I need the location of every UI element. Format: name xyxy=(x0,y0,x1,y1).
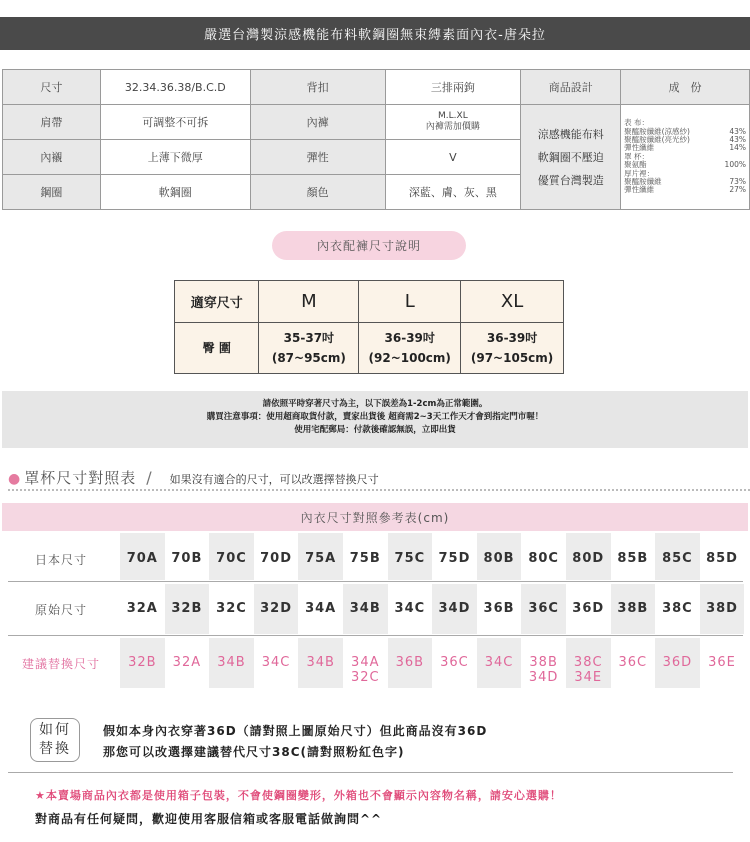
notice-line: 請依照平時穿著尺寸為主，以下誤差為1-2cm為正常範圍。 xyxy=(262,399,488,409)
jp-size-cell xyxy=(209,533,254,580)
jp-size-cell-value: 80C xyxy=(528,551,559,566)
comp-name: 聚氨酯 xyxy=(624,160,647,170)
spec-label: 尺寸 xyxy=(3,70,101,105)
alt-size-cell-value: 34C xyxy=(484,655,514,670)
orig-size-cell-value: 38D xyxy=(706,601,738,616)
design-line: 軟鋼圈不壓迫 xyxy=(537,150,604,164)
size-header: XL xyxy=(461,281,564,323)
fit-size-label: 適穿尺寸 xyxy=(175,281,259,323)
comp-name: 厚片裡： xyxy=(624,168,655,178)
alt-size-cell xyxy=(655,638,700,688)
pants-note: 內褲需加價購 xyxy=(425,122,480,132)
orig-size-cell-value: 36C xyxy=(528,601,559,616)
spec-label: 內褲 xyxy=(250,105,385,140)
orig-size-cell xyxy=(209,584,254,634)
orig-size-row xyxy=(2,584,748,634)
spec-label: 成 份 xyxy=(621,70,750,105)
alt-size-cell xyxy=(120,638,165,688)
orig-size-cell xyxy=(165,584,210,634)
comp-name: 表 布： xyxy=(624,118,650,128)
title-separator: / xyxy=(146,468,152,487)
packaging-notice xyxy=(35,787,562,803)
alt-size-cell xyxy=(432,638,477,688)
alt-size-cell xyxy=(209,638,254,688)
notice-line: 購買注意事項：使用超商取貨付款，賣家出貨後 超商需2~3天工作天才會到指定門市喔！ xyxy=(206,412,544,422)
composition-list xyxy=(621,117,749,197)
orig-size-cell-value: 34A xyxy=(305,601,337,616)
jp-size-cell-value: 70B xyxy=(171,551,203,566)
orig-size-cell xyxy=(477,584,522,634)
comp-name: 聚醯胺纖維(涼感紗) xyxy=(624,126,690,136)
jp-size-cell-value: 80B xyxy=(483,551,515,566)
jp-size-cell xyxy=(432,533,477,580)
jp-size-cell xyxy=(611,533,656,580)
alt-size-cell xyxy=(477,638,522,688)
jp-size-cell-value: 85D xyxy=(706,551,738,566)
orig-size-cell xyxy=(700,584,745,634)
spec-label: 背扣 xyxy=(250,70,385,105)
jp-size-cell-value: 75A xyxy=(305,551,337,566)
row-label: 建議替換尺寸 xyxy=(21,657,100,671)
comp-pct: 14% xyxy=(729,143,746,153)
alt-size-cell xyxy=(165,638,210,688)
alt-size-cell-value: 36E xyxy=(708,655,736,670)
jp-size-cell xyxy=(165,533,210,580)
alt-size-cell-value: 36C xyxy=(618,655,648,670)
dotted-divider xyxy=(8,489,750,491)
alt-size-cell-value: 36D xyxy=(662,655,693,670)
explanation-line: 那您可以改選擇建議替代尺寸38C(請對照粉紅色字) xyxy=(103,745,405,759)
cup-size-header xyxy=(8,467,379,488)
spec-value: V xyxy=(385,140,521,175)
cup-size-title: 罩杯尺寸對照表 xyxy=(24,469,137,487)
hip-value xyxy=(359,323,461,374)
jp-size-cell-value: 85C xyxy=(662,551,693,566)
jp-size-cell xyxy=(343,533,388,580)
reference-table-title: 內衣尺寸對照參考表(cm) xyxy=(2,503,748,531)
orig-size-cell-value: 36D xyxy=(572,601,605,616)
contact-note: 對商品有任何疑問，歡迎使用客服信箱或客服電話做詢問^^ xyxy=(35,812,383,826)
alt-size-cell xyxy=(611,638,656,688)
comp-pct: 43% xyxy=(729,134,746,144)
jp-size-row xyxy=(2,533,748,580)
row-divider xyxy=(8,635,743,636)
jp-size-cell-value: 80D xyxy=(572,551,605,566)
size-header: M xyxy=(259,281,359,323)
purchase-notice xyxy=(2,391,748,448)
row-label: 日本尺寸 xyxy=(34,553,87,567)
notice-line: 使用宅配郵局：付款後確認無誤，立即出貨 xyxy=(294,425,456,435)
orig-size-cell-value: 34C xyxy=(394,601,426,616)
orig-size-cell xyxy=(521,584,566,634)
row-label: 原始尺寸 xyxy=(34,603,87,617)
spec-label: 彈性 xyxy=(250,140,385,175)
orig-size-cell-value: 38C xyxy=(662,601,693,616)
spec-value: 深藍、膚、灰、黑 xyxy=(385,175,521,210)
orig-size-cell xyxy=(343,584,388,634)
badge-line: 如何 xyxy=(39,722,71,738)
hip-inch: 35-37吋 xyxy=(283,331,335,345)
alt-size-cell-value: 38B xyxy=(529,655,558,670)
alt-size-cell xyxy=(343,638,388,688)
packaging-text: 本賣場商品內衣都是使用箱子包裝，不會使鋼圈變形，外箱也不會顯示內容物名稱，請安心選購！ xyxy=(45,789,562,802)
orig-size-cell-value: 32D xyxy=(260,601,293,616)
comp-name: 彈性纖維 xyxy=(624,143,655,153)
design-line: 優質台灣製造 xyxy=(537,173,604,187)
page-title: 嚴選台灣製涼感機能布料軟鋼圈無束縛素面內衣-唐朵拉 xyxy=(0,17,750,50)
alt-size-cell-value: 32B xyxy=(128,655,157,670)
composition-cell xyxy=(621,105,750,210)
alt-size-row xyxy=(2,638,748,688)
section-divider xyxy=(8,772,733,773)
alt-size-cell-value: 34A xyxy=(351,655,380,670)
jp-size-cell xyxy=(254,533,299,580)
orig-size-cell xyxy=(611,584,656,634)
badge-line: 替換 xyxy=(39,741,71,757)
spec-label: 內襯 xyxy=(3,140,101,175)
orig-cells xyxy=(120,584,744,634)
orig-size-cell-value: 38B xyxy=(617,601,649,616)
orig-size-cell xyxy=(655,584,700,634)
alt-size-cell-value: 34C xyxy=(261,655,291,670)
alt-size-cell-value: 36C xyxy=(440,655,469,670)
alt-size-cell-value: 38C xyxy=(573,655,603,670)
pants-size-pill: 內衣配褲尺寸說明 xyxy=(272,231,466,260)
orig-size-cell-value: 34D xyxy=(438,601,471,616)
jp-size-cell-value: 70A xyxy=(126,551,158,566)
bullet-dot-icon: ● xyxy=(8,471,21,487)
jp-size-cell xyxy=(477,533,522,580)
jp-size-cell-value: 75D xyxy=(438,551,471,566)
how-to-replace-badge xyxy=(30,718,80,762)
alt-size-cell-value: 36B xyxy=(395,655,425,670)
hip-value xyxy=(259,323,359,374)
alt-size-cell xyxy=(521,638,566,688)
orig-size-cell xyxy=(432,584,477,634)
hip-cm: (92~100cm) xyxy=(368,351,451,365)
jp-size-cell xyxy=(700,533,745,580)
orig-size-cell-value: 32B xyxy=(171,601,203,616)
comp-name: 罩 杯： xyxy=(624,151,650,161)
comp-pct: 27% xyxy=(729,185,746,195)
jp-size-cell-value: 70D xyxy=(260,551,293,566)
jp-size-cell xyxy=(566,533,611,580)
alt-size-cell xyxy=(388,638,433,688)
spec-label: 顏色 xyxy=(250,175,385,210)
alt-size-cell-alt-value: 34D xyxy=(528,670,559,685)
spec-table xyxy=(2,69,750,210)
jp-size-cell xyxy=(120,533,165,580)
alt-size-cell xyxy=(566,638,611,688)
pants-size-table xyxy=(174,280,564,374)
comp-pct: 43% xyxy=(729,126,746,136)
design-cell xyxy=(521,105,621,210)
orig-size-cell-value: 32A xyxy=(126,601,158,616)
alt-size-cell xyxy=(700,638,745,688)
spec-label: 鋼圈 xyxy=(3,175,101,210)
hip-cm: (97~105cm) xyxy=(470,351,554,365)
orig-size-cell xyxy=(388,584,433,634)
comp-pct: 100% xyxy=(724,160,746,170)
alt-size-cell-alt-value: 32C xyxy=(350,670,380,685)
jp-cells xyxy=(120,533,744,580)
jp-size-cell xyxy=(388,533,433,580)
comp-name: 聚醯胺纖維(亮光紗) xyxy=(624,134,690,144)
spec-value: 軟鋼圈 xyxy=(100,175,250,210)
jp-size-cell-value: 75C xyxy=(394,551,426,566)
alt-size-cell-alt-value: 34E xyxy=(574,670,603,685)
spec-label: 肩帶 xyxy=(3,105,101,140)
alt-size-cell-value: 32A xyxy=(172,655,202,670)
star-icon: ★ xyxy=(35,789,46,802)
orig-size-cell-value: 32C xyxy=(216,601,247,616)
jp-size-cell xyxy=(521,533,566,580)
alt-size-cell-value: 34B xyxy=(306,655,335,670)
row-divider xyxy=(8,581,743,582)
jp-size-cell-value: 75B xyxy=(349,551,381,566)
jp-size-cell-value: 85B xyxy=(617,551,649,566)
comp-pct: 73% xyxy=(729,177,746,187)
comp-name: 聚醯胺纖維 xyxy=(624,177,662,187)
pants-sizes: M.L.XL xyxy=(438,111,468,121)
spec-label: 商品設計 xyxy=(521,70,621,105)
hip-value xyxy=(461,323,564,374)
comp-name: 彈性纖維 xyxy=(624,185,655,195)
hip-inch: 36-39吋 xyxy=(384,331,435,345)
orig-size-cell xyxy=(298,584,343,634)
replace-explanation xyxy=(103,721,487,763)
hip-inch: 36-39吋 xyxy=(486,331,538,345)
jp-size-cell xyxy=(655,533,700,580)
orig-size-cell-value: 36B xyxy=(483,601,515,616)
explanation-line: 假如本身內衣穿著36D（請對照上圖原始尺寸）但此商品沒有36D xyxy=(103,724,488,738)
orig-size-cell-value: 34B xyxy=(349,601,381,616)
orig-size-cell xyxy=(566,584,611,634)
cup-size-subtitle: 如果沒有適合的尺寸，可以改選擇替換尺寸 xyxy=(169,473,379,486)
alt-size-cell-value: 34B xyxy=(217,655,246,670)
spec-value: 32.34.36.38/B.C.D xyxy=(100,70,250,105)
hip-cm: (87~95cm) xyxy=(271,351,346,365)
alt-size-cell xyxy=(254,638,299,688)
design-line: 涼感機能布料 xyxy=(537,127,604,141)
spec-value: 上薄下微厚 xyxy=(100,140,250,175)
hip-label: 臀 圍 xyxy=(175,323,259,374)
orig-size-cell xyxy=(254,584,299,634)
spec-value: 三排兩鉤 xyxy=(385,70,521,105)
size-header: L xyxy=(359,281,461,323)
alt-cells xyxy=(120,638,744,688)
orig-size-cell xyxy=(120,584,165,634)
spec-value-pants xyxy=(385,105,521,140)
jp-size-cell xyxy=(298,533,343,580)
jp-size-cell-value: 70C xyxy=(216,551,247,566)
alt-size-cell xyxy=(298,638,343,688)
spec-value: 可調整不可拆 xyxy=(100,105,250,140)
